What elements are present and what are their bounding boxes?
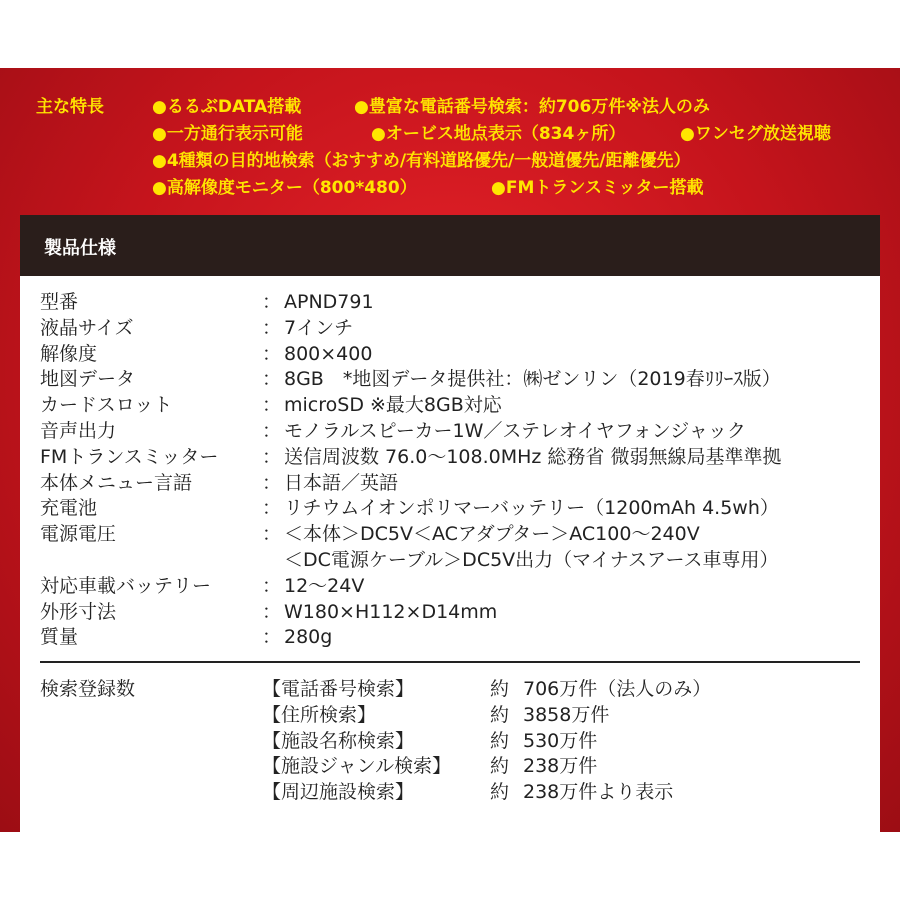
- spec-label: 対応車載バッテリー: [40, 574, 212, 597]
- features-heading: 主な特長: [36, 97, 104, 117]
- spec-colon: ：: [262, 419, 282, 442]
- feature-item: ●4種類の目的地検索（おすすめ/有料道路優先/一般道優先/距離優先）: [152, 151, 691, 171]
- approx-mark: 約: [490, 678, 510, 700]
- spec-panel-title: 製品仕様: [44, 238, 116, 259]
- spec-value: 8GB *地図データ提供社：㈱ゼンリン（2019春ﾘﾘｰｽ版）: [284, 368, 781, 391]
- spec-value: APND791: [284, 291, 374, 313]
- approx-mark: 約: [490, 781, 510, 804]
- spec-row: [40, 600, 870, 626]
- spec-colon: ：: [262, 342, 282, 365]
- spec-label: 音声出力: [40, 419, 117, 442]
- approx-mark: 約: [490, 755, 510, 778]
- section-divider: [40, 661, 860, 663]
- spec-colon: ：: [262, 523, 282, 546]
- spec-colon: ：: [262, 291, 282, 313]
- search-category: 【電話番号検索】: [262, 678, 415, 700]
- spec-value: 280g: [284, 626, 333, 649]
- spec-value: ＜本体＞DC5V＜ACアダプター＞AC100～240V: [284, 523, 700, 546]
- spec-row: [40, 471, 870, 497]
- spec-value: microSD ※最大8GB対応: [284, 394, 502, 417]
- spec-row: [40, 290, 870, 316]
- feature-item: ●豊富な電話番号検索：約706万件※法人のみ: [354, 97, 710, 117]
- spec-table: [40, 290, 870, 651]
- search-counts-label: 検索登録数: [40, 678, 136, 700]
- spec-value: 日本語／英語: [284, 471, 399, 494]
- spec-row: [40, 445, 870, 471]
- spec-value: 7インチ: [284, 316, 354, 339]
- spec-value: 12～24V: [284, 574, 365, 597]
- spec-row: [40, 496, 870, 522]
- spec-value: W180×H112×D14mm: [284, 600, 498, 623]
- features-block: [36, 94, 886, 202]
- search-category: 【住所検索】: [262, 703, 377, 726]
- feature-item: ●ワンセグ放送視聴: [680, 124, 831, 144]
- search-count: 530万件: [523, 729, 598, 752]
- spec-row: [40, 367, 870, 393]
- spec-label: カードスロット: [40, 394, 173, 417]
- spec-colon: ：: [262, 600, 282, 623]
- spec-label: 解像度: [40, 342, 98, 365]
- feature-item: ●FMトランスミッター搭載: [491, 178, 704, 198]
- features-row-4: [36, 175, 886, 202]
- spec-value: リチウムイオンポリマーバッテリー（1200mAh 4.5wh）: [284, 497, 779, 520]
- search-row: [40, 703, 870, 729]
- spec-label: 電源電圧: [40, 523, 117, 546]
- search-counts-table: [40, 677, 870, 806]
- spec-label: 型番: [40, 291, 79, 313]
- spec-panel: [20, 215, 880, 832]
- spec-row: [40, 574, 870, 600]
- spec-label: 質量: [40, 626, 79, 649]
- spec-colon: ：: [262, 626, 282, 649]
- search-row: [40, 780, 870, 806]
- spec-colon: ：: [262, 316, 282, 339]
- spec-row: [40, 342, 870, 368]
- spec-colon: ：: [262, 471, 282, 494]
- spec-value: 送信周波数 76.0～108.0MHz 総務省 微弱無線局基準準拠: [284, 445, 782, 468]
- search-category: 【施設名称検索】: [262, 729, 415, 752]
- spec-label: 本体メニュー言語: [40, 471, 193, 494]
- spec-value: 800×400: [284, 342, 373, 365]
- search-count: 238万件より表示: [523, 781, 674, 804]
- search-row: [40, 729, 870, 755]
- feature-item: ●るるぶDATA搭載: [152, 97, 302, 117]
- spec-label: 液晶サイズ: [40, 316, 134, 339]
- spec-label: 充電池: [40, 497, 98, 520]
- feature-item: ●高解像度モニター（800*480）: [152, 178, 417, 198]
- spec-colon: ：: [262, 368, 282, 391]
- search-count: 238万件: [523, 755, 598, 778]
- spec-label: FMトランスミッター: [40, 445, 219, 468]
- spec-row: [40, 522, 870, 548]
- spec-colon: ：: [262, 394, 282, 417]
- spec-value: モノラルスピーカー1W／ステレオイヤフォンジャック: [284, 419, 746, 442]
- search-count: 3858万件: [523, 703, 610, 726]
- feature-item: ●オービス地点表示（834ヶ所）: [371, 124, 626, 144]
- search-row: [40, 677, 870, 703]
- features-row-3: [36, 148, 886, 175]
- features-row-1: [36, 94, 886, 121]
- search-count: 706万件（法人のみ）: [523, 678, 712, 700]
- spec-panel-header: [20, 215, 880, 276]
- spec-label: 外形寸法: [40, 600, 117, 623]
- spec-row: [40, 625, 870, 651]
- spec-colon: ：: [262, 497, 282, 520]
- approx-mark: 約: [490, 703, 510, 726]
- feature-item: ●一方通行表示可能: [152, 124, 303, 144]
- spec-value: ＜DC電源ケーブル＞DC5V出力（マイナスアース車専用）: [284, 548, 779, 571]
- spec-colon: ：: [262, 574, 282, 597]
- spec-colon: ：: [262, 445, 282, 468]
- features-row-2: [36, 121, 886, 148]
- search-category: 【周辺施設検索】: [262, 781, 415, 804]
- spec-row-continuation: [40, 548, 870, 574]
- spec-label: 地図データ: [40, 368, 136, 391]
- search-row: [40, 754, 870, 780]
- spec-row: [40, 419, 870, 445]
- search-category: 【施設ジャンル検索】: [262, 755, 452, 778]
- spec-row: [40, 316, 870, 342]
- spec-row: [40, 393, 870, 419]
- approx-mark: 約: [490, 729, 510, 752]
